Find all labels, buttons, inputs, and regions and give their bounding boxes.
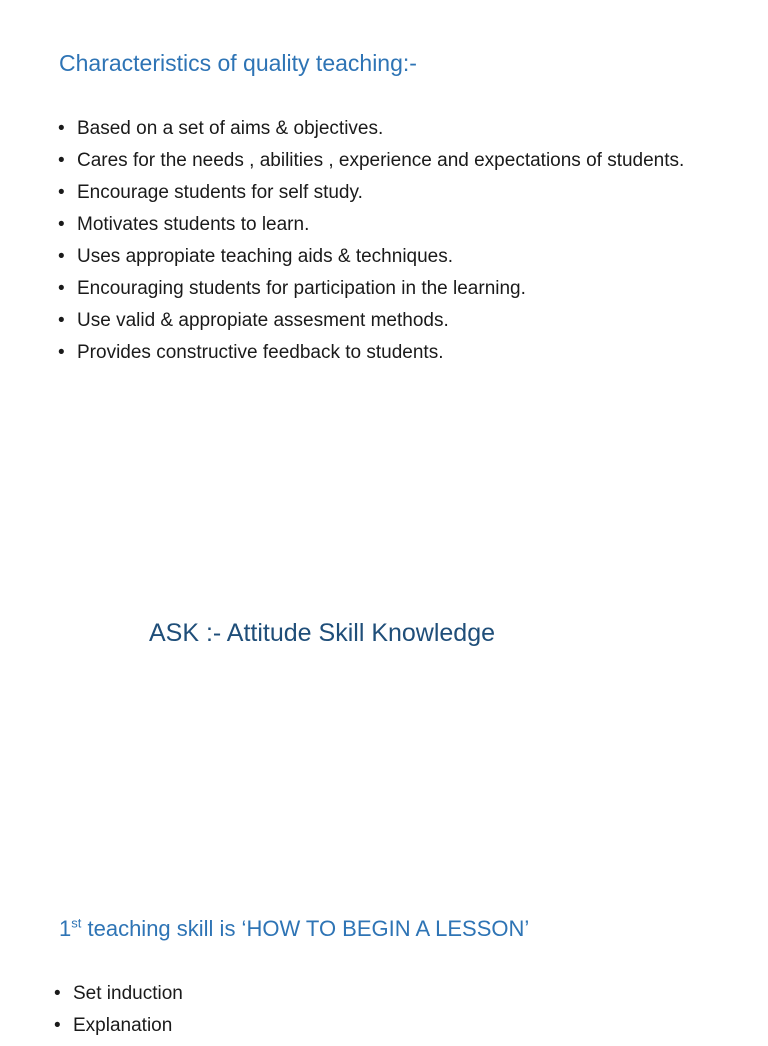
title-ordinal: 1 xyxy=(59,916,72,941)
list-item-text: Encouraging students for participation in the learning. xyxy=(77,278,526,299)
bullet-icon: • xyxy=(58,246,65,267)
bullet-icon: • xyxy=(58,278,65,299)
list-item xyxy=(58,277,698,301)
list-item-text: Cares for the needs , abilities , experience and expectations of students. xyxy=(77,150,685,171)
list-item xyxy=(58,149,698,173)
list-item xyxy=(58,245,698,269)
slide-title: Characteristics of quality teaching:- xyxy=(59,50,417,76)
list-item xyxy=(58,341,698,365)
slide-characteristics xyxy=(0,0,768,420)
list-item-text: Encourage students for self study. xyxy=(77,182,363,203)
slide-begin-lesson xyxy=(0,860,768,1036)
list-item-text: Provides constructive feedback to students. xyxy=(77,342,444,363)
bullet-icon: • xyxy=(58,342,65,363)
slide-ask xyxy=(0,420,768,860)
title-text: teaching skill is ‘HOW TO BEGIN A LESSON’ xyxy=(81,916,530,941)
bullet-icon: • xyxy=(58,150,65,171)
title-ordinal-suffix: st xyxy=(71,915,82,931)
list-item xyxy=(58,181,698,205)
bullet-icon: • xyxy=(58,182,65,203)
bullet-list xyxy=(54,982,694,1046)
list-item xyxy=(54,1014,694,1038)
bullet-icon: • xyxy=(58,310,65,331)
list-item-text: Use valid & appropiate assesment methods. xyxy=(77,310,449,331)
list-item-text: Uses appropiate teaching aids & techniques. xyxy=(77,246,454,267)
list-item xyxy=(58,309,698,333)
bullet-icon: • xyxy=(58,118,65,139)
list-item-text: Set induction xyxy=(73,983,183,1004)
slide-title: ASK :- Attitude Skill Knowledge xyxy=(149,619,496,647)
list-item xyxy=(58,117,698,141)
list-item-text: Motivates students to learn. xyxy=(77,214,310,235)
bullet-icon: • xyxy=(54,983,61,1004)
slide-title xyxy=(59,916,529,942)
bullet-icon: • xyxy=(58,214,65,235)
list-item xyxy=(58,213,698,237)
list-item xyxy=(54,982,694,1006)
bullet-icon: • xyxy=(54,1015,61,1036)
list-item-text: Explanation xyxy=(73,1015,173,1036)
bullet-list xyxy=(58,117,698,373)
list-item-text: Based on a set of aims & objectives. xyxy=(77,118,384,139)
